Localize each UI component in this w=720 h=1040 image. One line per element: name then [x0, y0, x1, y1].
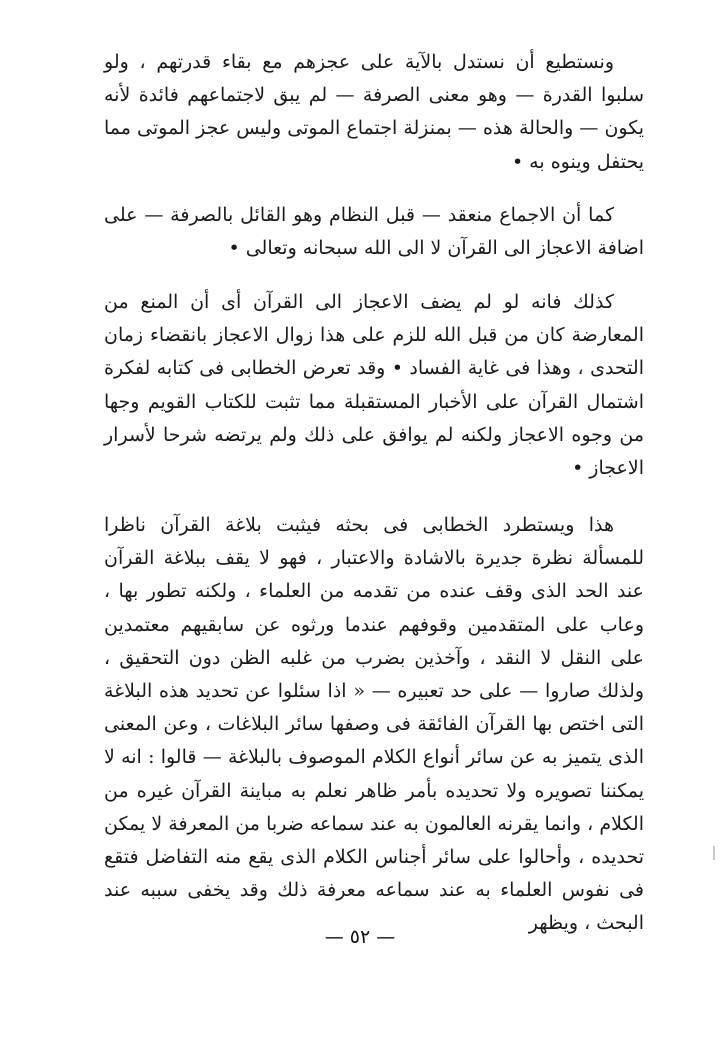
paragraph-text: كما أن الاجماع منعقد — قبل النظام وهو القائل بالصرفة — على اضافة الاعجاز الى القرآن لا الى الله سبحانه وتعالى • [104, 204, 644, 260]
paragraph-4 [104, 509, 644, 941]
paragraph-2 [104, 199, 644, 265]
paragraph-1 [104, 46, 644, 179]
paragraph-text: ونستطيع أن نستدل بالآية على عجزهم مع بقاء قدرتهم ، ولو سلبوا القدرة — وهو معنى الصرفة — لم يبق لاجتماعهم فائدة لأنه يكون — والحالة هذه — بمنزلة اجتماع الموتى وليس عجز الموتى مما يحتفل وينوه به • [104, 51, 644, 173]
page-number: — ٥٢ — [324, 926, 396, 948]
paragraph-text: كذلك فانه لو لم يضف الاعجاز الى القرآن أى أن المنع من المعارضة كان من قبل الله للزم على هذا زوال الاعجاز بانقضاء زمان التحدى ، وهذا فى غاية الفساد • وقد تعرض الخطابى فى كتابه لفكرة اشتمال القرآن على الأخبار المستقبلة مما تثبت للكتاب القويم وجها من وجوه الاعجاز ولكنه لم يوافق على ذلك ولم يرتضه شرحا لأسرار الاعجاز • [104, 291, 644, 480]
paragraph-3 [104, 286, 644, 485]
paragraph-text: هذا ويستطرد الخطابى فى بحثه فيثبت بلاغة القرآن ناظرا للمسألة نظرة جديرة بالاشادة والاعتبار ، فهو لا يقف ببلاغة القرآن عند الحد الذى وقف عنده من تقدمه من العلماء ، ولكنه تطور بها ، وعاب على المتقدمين وقوفهم عندما ورثوه عن سابقيهم معتمدين على النقل لا النقد ، وآخذين بضرب من غلبه الظن دون التحقيق ، ولذلك صاروا — على حد تعبيره — « اذا سئلوا عن تحديد هذه البلاغة التى اختص بها القرآن الفائقة فى وصفها سائر البلاغات ، وعن المعنى الذى يتميز به عن سائر أنواع الكلام الموصوف بالبلاغة — قالوا : انه لا يمكننا تصويره ولا تحديده بأمر ظاهر نعلم به مباينة القرآن غيره من الكلام ، وانما يقرنه العالمون به عند سماعه ضربا من المعرفة لا يمكن تحديده ، وأحالوا على سائر أجناس الكلام الذى يقع منه التفاضل فتقع فى نفوس العلماء به عند سماعه معرفة ذلك وقد يخفى سببه عند البحث ، ويظهر [104, 514, 644, 935]
scan-edge-mark [713, 846, 715, 860]
